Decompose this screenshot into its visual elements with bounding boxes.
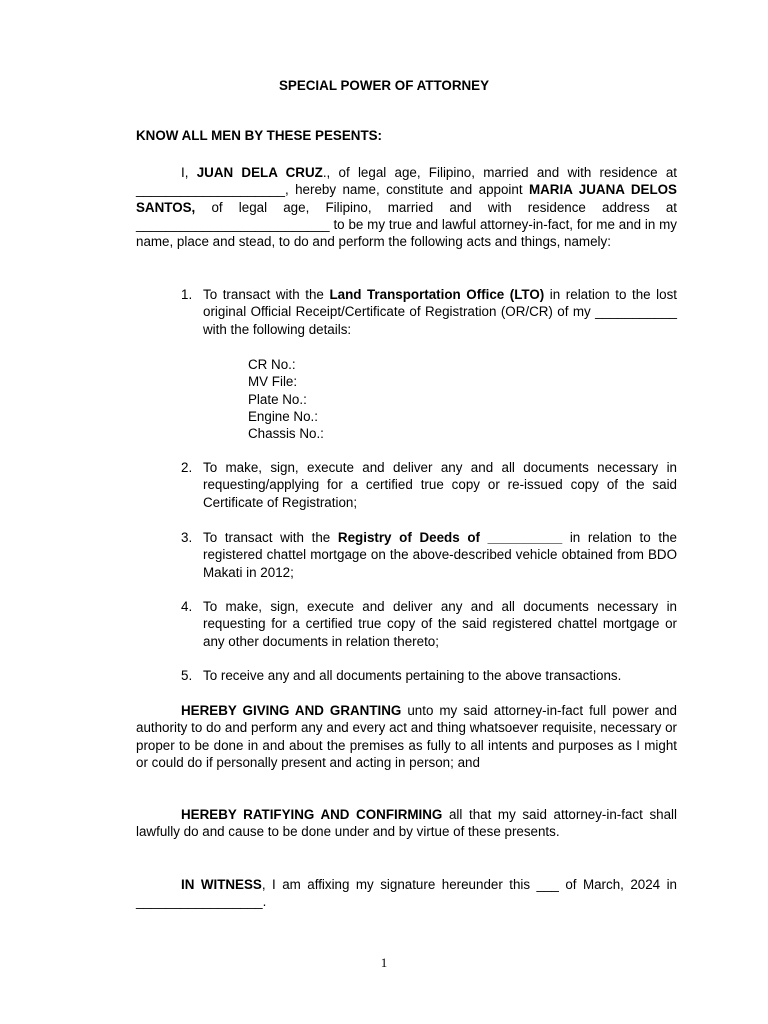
witness-text: , I am affixing my signature hereunder this ___ of March, 2024 in _________________. bbox=[136, 877, 677, 910]
witness-lead: IN WITNESS bbox=[181, 877, 262, 892]
registry-name: Registry of Deeds of __________ bbox=[337, 530, 563, 545]
list-item bbox=[181, 459, 677, 511]
list-item-text: To transact with the Land Transportation Office (LTO) in relation to the lost original Official Receipt/Certificate of Registration (OR/CR) of my ___________ with the following details: bbox=[203, 287, 677, 337]
document-title: SPECIAL POWER OF ATTORNEY bbox=[278, 78, 490, 93]
list-item-number: 2. bbox=[181, 460, 193, 475]
list-item bbox=[181, 667, 677, 684]
ratifying-text: all that my said attorney-in-fact shall lawfully do and cause to be done under and by virtue of these presents. bbox=[136, 807, 677, 840]
list-item bbox=[181, 598, 677, 650]
principal-name: JUAN DELA CRUZ bbox=[196, 165, 323, 180]
list-item-text: To make, sign, execute and deliver any and all documents necessary in requesting for a certified true copy of the said registered chattel mortgage or any other documents in relation thereto; bbox=[203, 599, 677, 649]
giving-lead: HEREBY GIVING AND GRANTING bbox=[181, 703, 402, 718]
giving-paragraph bbox=[136, 702, 677, 771]
vehicle-details-list bbox=[248, 356, 324, 442]
ratifying-paragraph bbox=[136, 806, 677, 841]
intro-text-3: of legal age, Filipino, married and with residence address at __________________________ to be my true and lawful attorney-in-fact, for me and in my name, place and stead, to do and perform the following acts and things, namely: bbox=[136, 199, 677, 250]
page-number: 1 bbox=[380, 955, 388, 970]
detail-cr-no: CR No.: bbox=[248, 357, 296, 372]
list-item-number: 3. bbox=[181, 530, 193, 545]
witness-paragraph bbox=[136, 876, 677, 911]
list-item-number: 5. bbox=[181, 668, 193, 683]
list-item-text: To transact with the Registry of Deeds of __________ in relation to the registered chattel mortgage on the above-described vehicle obtained from BDO Makati in 2012; bbox=[203, 530, 677, 580]
detail-mv-file: MV File: bbox=[248, 374, 298, 390]
attorney-name: MARIA JUANA DELOS SANTOS, bbox=[136, 182, 677, 215]
list-item-number: 4. bbox=[181, 599, 193, 614]
list-item bbox=[181, 286, 677, 338]
detail-plate-no: Plate No.: bbox=[248, 391, 307, 407]
lto-name: Land Transportation Office (LTO) bbox=[329, 287, 545, 302]
intro-text-2: ., of legal age, Filipino, married and with residence at ____________________, hereby name, constitute and appoint bbox=[136, 165, 678, 198]
list-item bbox=[181, 529, 677, 581]
giving-text: unto my said attorney-in-fact full power and authority to do and perform any and every act and thing whatsoever requisite, necessary or proper to be done in and about the premises as fully to all intents and purposes as I might or could do if personally present and acting in person; and bbox=[136, 703, 677, 770]
intro-paragraph bbox=[136, 164, 677, 250]
list-item-text: To receive any and all documents pertaining to the above transactions. bbox=[203, 668, 622, 683]
ratifying-lead: HEREBY RATIFYING AND CONFIRMING bbox=[181, 807, 443, 822]
list-item-number: 1. bbox=[181, 287, 193, 302]
detail-engine-no: Engine No.: bbox=[248, 408, 318, 424]
list-item-text: To make, sign, execute and deliver any and all documents necessary in requesting/applying for a certified true copy or re-issued copy of the said Certificate of Registration; bbox=[203, 460, 677, 510]
detail-chassis-no: Chassis No.: bbox=[248, 426, 324, 442]
intro-text-1: I, bbox=[181, 165, 197, 180]
salutation-heading: KNOW ALL MEN BY THESE PESENTS: bbox=[136, 128, 383, 143]
